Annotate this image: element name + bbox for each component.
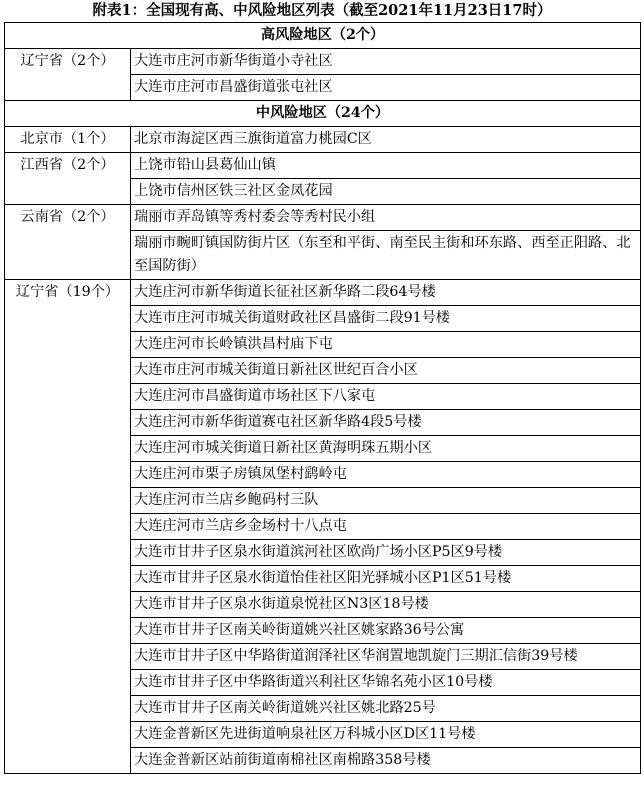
area-cell: 大连庄河市新华街道赛屯社区新华路4段5号楼 bbox=[131, 410, 641, 436]
area-cell: 大连市庄河市城关街道日新社区世纪百合小区 bbox=[131, 358, 641, 384]
area-cell: 瑞丽市弄岛镇等秀村委会等秀村民小组 bbox=[131, 205, 641, 231]
area-cell: 上饶市铅山县葛仙山镇 bbox=[131, 153, 641, 179]
area-cell: 上饶市信州区铁三社区金凤花园 bbox=[131, 179, 641, 205]
medium-risk-header: 中风险地区（24个） bbox=[5, 101, 641, 127]
area-cell: 大连庄河市兰店乡金场村十八点屯 bbox=[131, 514, 641, 540]
area-cell: 大连市甘井子区南关岭街道姚兴社区姚北路25号 bbox=[131, 696, 641, 722]
area-cell: 大连市甘井子区泉水街道滨河社区欧尚广场小区P5区9号楼 bbox=[131, 540, 641, 566]
area-cell: 大连市甘井子区泉水街道泉悦社区N3区18号楼 bbox=[131, 592, 641, 618]
area-cell: 大连市甘井子区南关岭街道姚兴社区姚家路36号公寓 bbox=[131, 618, 641, 644]
table-row bbox=[5, 153, 641, 179]
area-cell: 瑞丽市畹町镇国防街片区（东至和平街、南至民主街和环东路、西至正阳路、北至国防街） bbox=[131, 231, 641, 280]
province-cell: 江西省（2个） bbox=[5, 153, 131, 205]
area-cell: 大连庄河市长岭镇洪昌村庙下屯 bbox=[131, 332, 641, 358]
province-cell: 辽宁省（19个） bbox=[5, 280, 131, 774]
area-cell: 大连金普新区先进街道响泉社区万科城小区D区11号楼 bbox=[131, 722, 641, 748]
high-risk-header: 高风险地区（2个） bbox=[5, 23, 641, 49]
area-cell: 大连市庄河市新华街道小寺社区 bbox=[131, 49, 641, 75]
area-cell: 北京市海淀区西三旗街道富力桃园C区 bbox=[131, 127, 641, 153]
table-row bbox=[5, 127, 641, 153]
table-row bbox=[5, 205, 641, 231]
province-cell: 辽宁省（2个） bbox=[5, 49, 131, 101]
page-title: 附表1：全国现有高、中风险地区列表（截至2021年11月23日17时） bbox=[92, 2, 552, 19]
area-cell: 大连市庄河市城关街道财政社区昌盛街二段91号楼 bbox=[131, 306, 641, 332]
area-cell: 大连市甘井子区中华路街道润泽社区华润置地凯旋门三期汇信街39号楼 bbox=[131, 644, 641, 670]
area-cell: 大连庄河市昌盛街道市场社区下八家屯 bbox=[131, 384, 641, 410]
area-cell: 大连市甘井子区中华路街道兴利社区华锦名苑小区10号楼 bbox=[131, 670, 641, 696]
area-cell: 大连庄河市新华街道长征社区新华路二段64号楼 bbox=[131, 280, 641, 306]
province-cell: 北京市（1个） bbox=[5, 127, 131, 153]
section-header-row bbox=[5, 101, 641, 127]
risk-area-table bbox=[4, 22, 641, 774]
area-cell: 大连庄河市兰店乡鲍码村三队 bbox=[131, 488, 641, 514]
table-row bbox=[5, 280, 641, 306]
section-header-row bbox=[5, 23, 641, 49]
province-cell: 云南省（2个） bbox=[5, 205, 131, 280]
area-cell: 大连市庄河市昌盛街道张屯社区 bbox=[131, 75, 641, 101]
area-cell: 大连市甘井子区泉水街道怡佳社区阳光驿城小区P1区51号楼 bbox=[131, 566, 641, 592]
area-cell: 大连金普新区站前街道南棉社区南棉路358号楼 bbox=[131, 748, 641, 774]
area-cell: 大连庄河市城关街道日新社区黄海明珠五期小区 bbox=[131, 436, 641, 462]
area-cell: 大连庄河市栗子房镇凤堡村鹞岭屯 bbox=[131, 462, 641, 488]
table-row bbox=[5, 49, 641, 75]
